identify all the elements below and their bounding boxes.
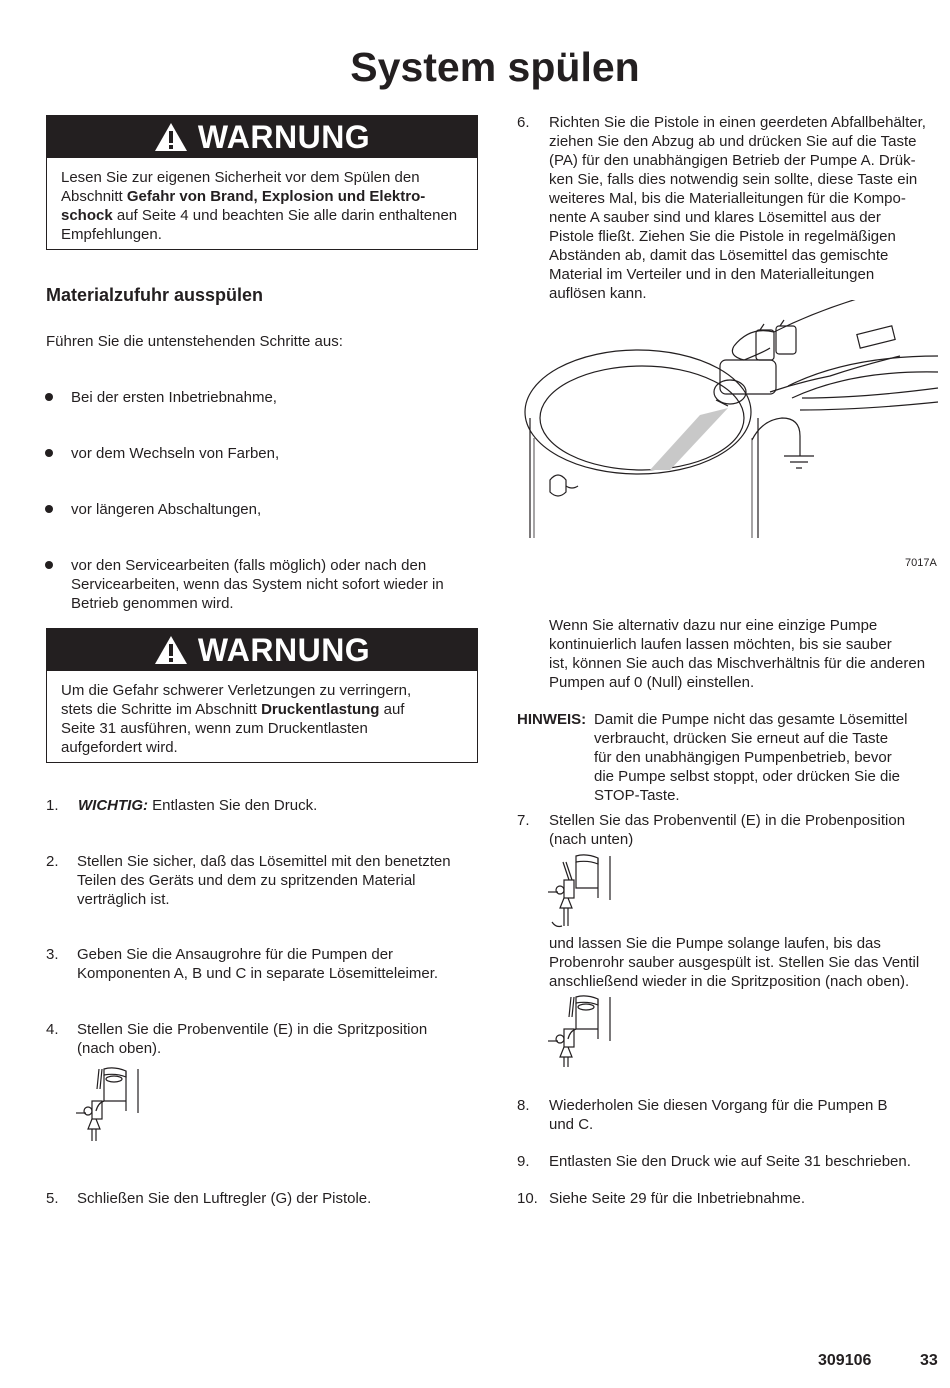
warning-line-text: stets die Schritte im Abschnitt <box>61 701 262 718</box>
step-line: ken Sie, falls dies notwendig sein sollte, diese Taste ein <box>549 171 918 188</box>
bullet-dot-icon <box>45 505 53 513</box>
alt-paragraph <box>549 616 925 692</box>
note-line: die Pumpe selbst stoppt, oder drücken Sie die <box>594 768 901 785</box>
step-line: Stellen Sie die Probenventile (E) in die Spritzposition <box>77 1021 428 1038</box>
step-number: 9. <box>517 1153 530 1170</box>
step-text: Schließen Sie den Luftregler (G) der Pistole. <box>77 1190 372 1207</box>
page-number: 33 <box>920 1352 938 1369</box>
warning-line <box>61 700 477 719</box>
warning-line-bold: Druckentlastung <box>261 701 380 718</box>
warning-triangle-icon <box>154 635 188 665</box>
para-line: und lassen Sie die Pumpe solange laufen, bis das <box>549 935 881 952</box>
bullet-text: vor längeren Abschaltungen, <box>71 501 262 518</box>
para-line: Probenrohr sauber ausgespült ist. Stellen Sie das Ventil <box>549 954 920 971</box>
bullet-line: vor den Servicearbeiten (falls möglich) oder nach den <box>71 557 427 574</box>
warning-line: Um die Gefahr schwerer Verletzungen zu verringern, <box>61 682 412 699</box>
bullet-text <box>71 556 444 613</box>
para-line: Wenn Sie alternativ dazu nur eine einzige Pumpe <box>549 617 878 634</box>
gun-flush-pail-illustration <box>520 300 940 540</box>
warning-line: Lesen Sie zur eigenen Sicherheit vor dem Spülen den <box>61 169 420 186</box>
para-line: ist, können Sie auch das Mischverhältnis für die anderen <box>549 655 926 672</box>
warning-line-text: Abschnitt <box>61 188 127 205</box>
step-number: 5. <box>46 1190 59 1207</box>
warning-line: Seite 31 ausführen, wenn zum Druckentlasten <box>61 720 368 737</box>
step-text <box>549 811 905 849</box>
step-important-label: WICHTIG: <box>78 797 148 814</box>
sample-valve-down-illustration <box>546 852 616 932</box>
step-line: (nach unten) <box>549 831 634 848</box>
step-line: (PA) für den unabhängigen Betrieb der Pumpe A. Drük- <box>549 152 916 169</box>
sample-valve-up-illustration <box>546 993 616 1073</box>
step-text <box>78 796 317 815</box>
page-title: System spülen <box>350 44 640 90</box>
step-text <box>77 945 438 983</box>
step-line: Material im Verteiler und in den Materialleitungen <box>549 266 875 283</box>
warning-line: Empfehlungen. <box>61 226 162 243</box>
bullet-line: Servicearbeiten, wenn das System nicht sofort wieder in <box>71 576 444 593</box>
bullet-dot-icon <box>45 393 53 401</box>
step-number: 10. <box>517 1190 538 1207</box>
bullet-text: vor dem Wechseln von Farben, <box>71 445 280 462</box>
warning-line-bold: schock <box>61 207 113 224</box>
step-text <box>549 1096 888 1134</box>
step-number: 8. <box>517 1097 530 1114</box>
note-line: Damit die Pumpe nicht das gesamte Lösemittel <box>594 711 908 728</box>
warning-text <box>47 158 477 250</box>
warning-header <box>47 629 477 671</box>
sample-valve-up-illustration <box>74 1065 144 1145</box>
warning-box-pressure <box>46 628 478 763</box>
document-number: 309106 <box>818 1352 872 1369</box>
para-line: Pumpen auf 0 (Null) einstellen. <box>549 674 755 691</box>
step-line: Stellen Sie sicher, daß das Lösemittel mit den benetzten <box>77 853 451 870</box>
step-number: 7. <box>517 812 530 829</box>
section-intro: Führen Sie die untenstehenden Schritte aus: <box>46 333 343 350</box>
para-line: kontinuierlich laufen lassen möchten, bis sie sauber <box>549 636 892 653</box>
section-heading: Materialzufuhr ausspülen <box>46 285 264 305</box>
warning-label: WARNUNG <box>197 118 371 155</box>
warning-header <box>47 116 477 158</box>
step-line: Richten Sie die Pistole in einen geerdeten Abfallbehälter, <box>549 114 926 131</box>
para-line: anschließend wieder in die Spritzposition (nach oben). <box>549 973 910 990</box>
warning-line: aufgefordert wird. <box>61 739 178 756</box>
step-7-continuation <box>549 934 919 991</box>
warning-label: WARNUNG <box>197 631 371 668</box>
step-line: und C. <box>549 1116 594 1133</box>
warning-line <box>61 187 477 206</box>
note-label: HINWEIS: <box>517 711 587 728</box>
warning-line <box>61 206 477 225</box>
note-line: verbraucht, drücken Sie erneut auf die Taste <box>594 730 889 747</box>
step-line: Abständen ab, damit das Lösemittel das gemischte <box>549 247 889 264</box>
bullet-text: Bei der ersten Inbetriebnahme, <box>71 389 277 406</box>
bullet-dot-icon <box>45 449 53 457</box>
step-number: 2. <box>46 853 59 870</box>
step-text: Siehe Seite 29 für die Inbetriebnahme. <box>549 1190 806 1207</box>
step-line: Geben Sie die Ansaugrohre für die Pumpen der <box>77 946 394 963</box>
step-number: 1. <box>46 797 59 814</box>
warning-text <box>47 671 477 763</box>
note-line: STOP-Taste. <box>594 787 680 804</box>
step-line: nente A sauber sind und klares Lösemittel aus der <box>549 209 881 226</box>
step-text: Entlasten Sie den Druck wie auf Seite 31 beschrieben. <box>549 1153 911 1170</box>
bullet-dot-icon <box>45 561 53 569</box>
warning-line-bold: Gefahr von Brand, Explosion und Elektro- <box>126 188 426 205</box>
step-text <box>549 113 926 303</box>
warning-line-text: auf <box>379 701 405 718</box>
note-text <box>594 710 907 805</box>
step-line: auflösen kann. <box>549 285 647 302</box>
step-line: Teilen des Geräts und dem zu spritzenden Material <box>77 872 416 889</box>
warning-line-text: auf Seite 4 und beachten Sie alle darin enthaltenen <box>112 207 458 224</box>
warning-triangle-icon <box>154 122 188 152</box>
step-line: Stellen Sie das Probenventil (E) in die Probenposition <box>549 812 906 829</box>
step-text <box>77 852 451 909</box>
step-line: verträglich ist. <box>77 891 170 908</box>
step-number: 3. <box>46 946 59 963</box>
step-text <box>77 1020 427 1058</box>
step-line: Pistole fließt. Ziehen Sie die Pistole in regelmäßigen <box>549 228 896 245</box>
note-line: für den unabhängigen Pumpenbetrieb, bevor <box>594 749 892 766</box>
step-line: weiteres Mal, bis die Materialleitungen für die Kompo- <box>549 190 906 207</box>
step-line: Komponenten A, B und C in separate Lösemitteleimer. <box>77 965 439 982</box>
warning-box-fire <box>46 115 478 250</box>
bullet-line: Betrieb genommen wird. <box>71 595 234 612</box>
step-line: (nach oben). <box>77 1040 162 1057</box>
figure-id: 7017A <box>905 557 937 569</box>
step-line: ziehen Sie den Abzug ab und drücken Sie auf die Taste <box>549 133 917 150</box>
step-number: 4. <box>46 1021 59 1038</box>
step-text-rest: Entlasten Sie den Druck. <box>147 797 318 814</box>
step-number: 6. <box>517 114 530 131</box>
step-line: Wiederholen Sie diesen Vorgang für die Pumpen B <box>549 1097 888 1114</box>
